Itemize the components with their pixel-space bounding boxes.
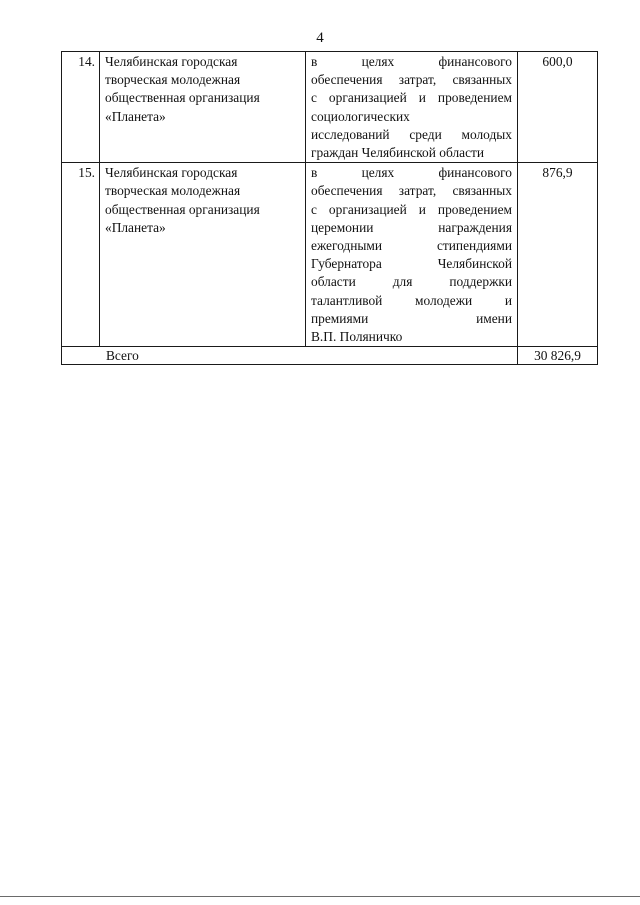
table-row [62,52,598,163]
purpose-line: в целях финансового [311,165,512,181]
organization-line: творческая молодежная [105,183,241,199]
purpose-line: талантливой молодежи и [311,292,512,308]
purpose-line: с организацией и проведением [311,90,512,106]
organization-name [100,163,306,347]
total-empty-cell [306,347,518,365]
purpose-line: премиями имени [311,310,512,326]
total-label: Всего [62,347,306,365]
organization-line: Челябинская городская [105,165,238,181]
purpose-line: исследований среди молодых [311,126,512,142]
page-number: 4 [316,30,324,46]
purpose-line: с организацией и проведением [311,201,512,217]
purpose-line: церемонии награждения [311,219,512,235]
purpose-line: ежегодными стипендиями [311,238,512,254]
purpose-line: Губернатора Челябинской [311,256,512,272]
organization-line: общественная организация [105,201,260,217]
purpose-line: обеспечения затрат, связанных [311,183,512,199]
total-row [62,347,598,365]
row-number: 15. [62,163,100,347]
row-number: 14. [62,52,100,163]
organization-line: общественная организация [105,90,260,106]
amount-value: 600,0 [518,52,598,163]
organization-line: «Планета» [105,108,166,124]
purpose-line: в целях финансового [311,54,512,69]
funding-purpose [306,163,518,347]
organization-line: «Планета» [105,219,166,235]
purpose-line: области для поддержки [311,274,512,290]
grants-table [61,51,598,365]
organization-name [100,52,306,163]
purpose-line: В.П. Поляничко [311,329,403,345]
scan-edge-line [0,896,640,897]
purpose-line: обеспечения затрат, связанных [311,72,512,88]
purpose-line: социологических [311,108,410,124]
funding-purpose [306,52,518,163]
organization-line: творческая молодежная [105,72,241,88]
organization-line: Челябинская городская [105,54,238,69]
table-row [62,163,598,347]
amount-value: 876,9 [518,163,598,347]
total-amount: 30 826,9 [518,347,598,365]
purpose-line: граждан Челябинской области [311,145,485,161]
